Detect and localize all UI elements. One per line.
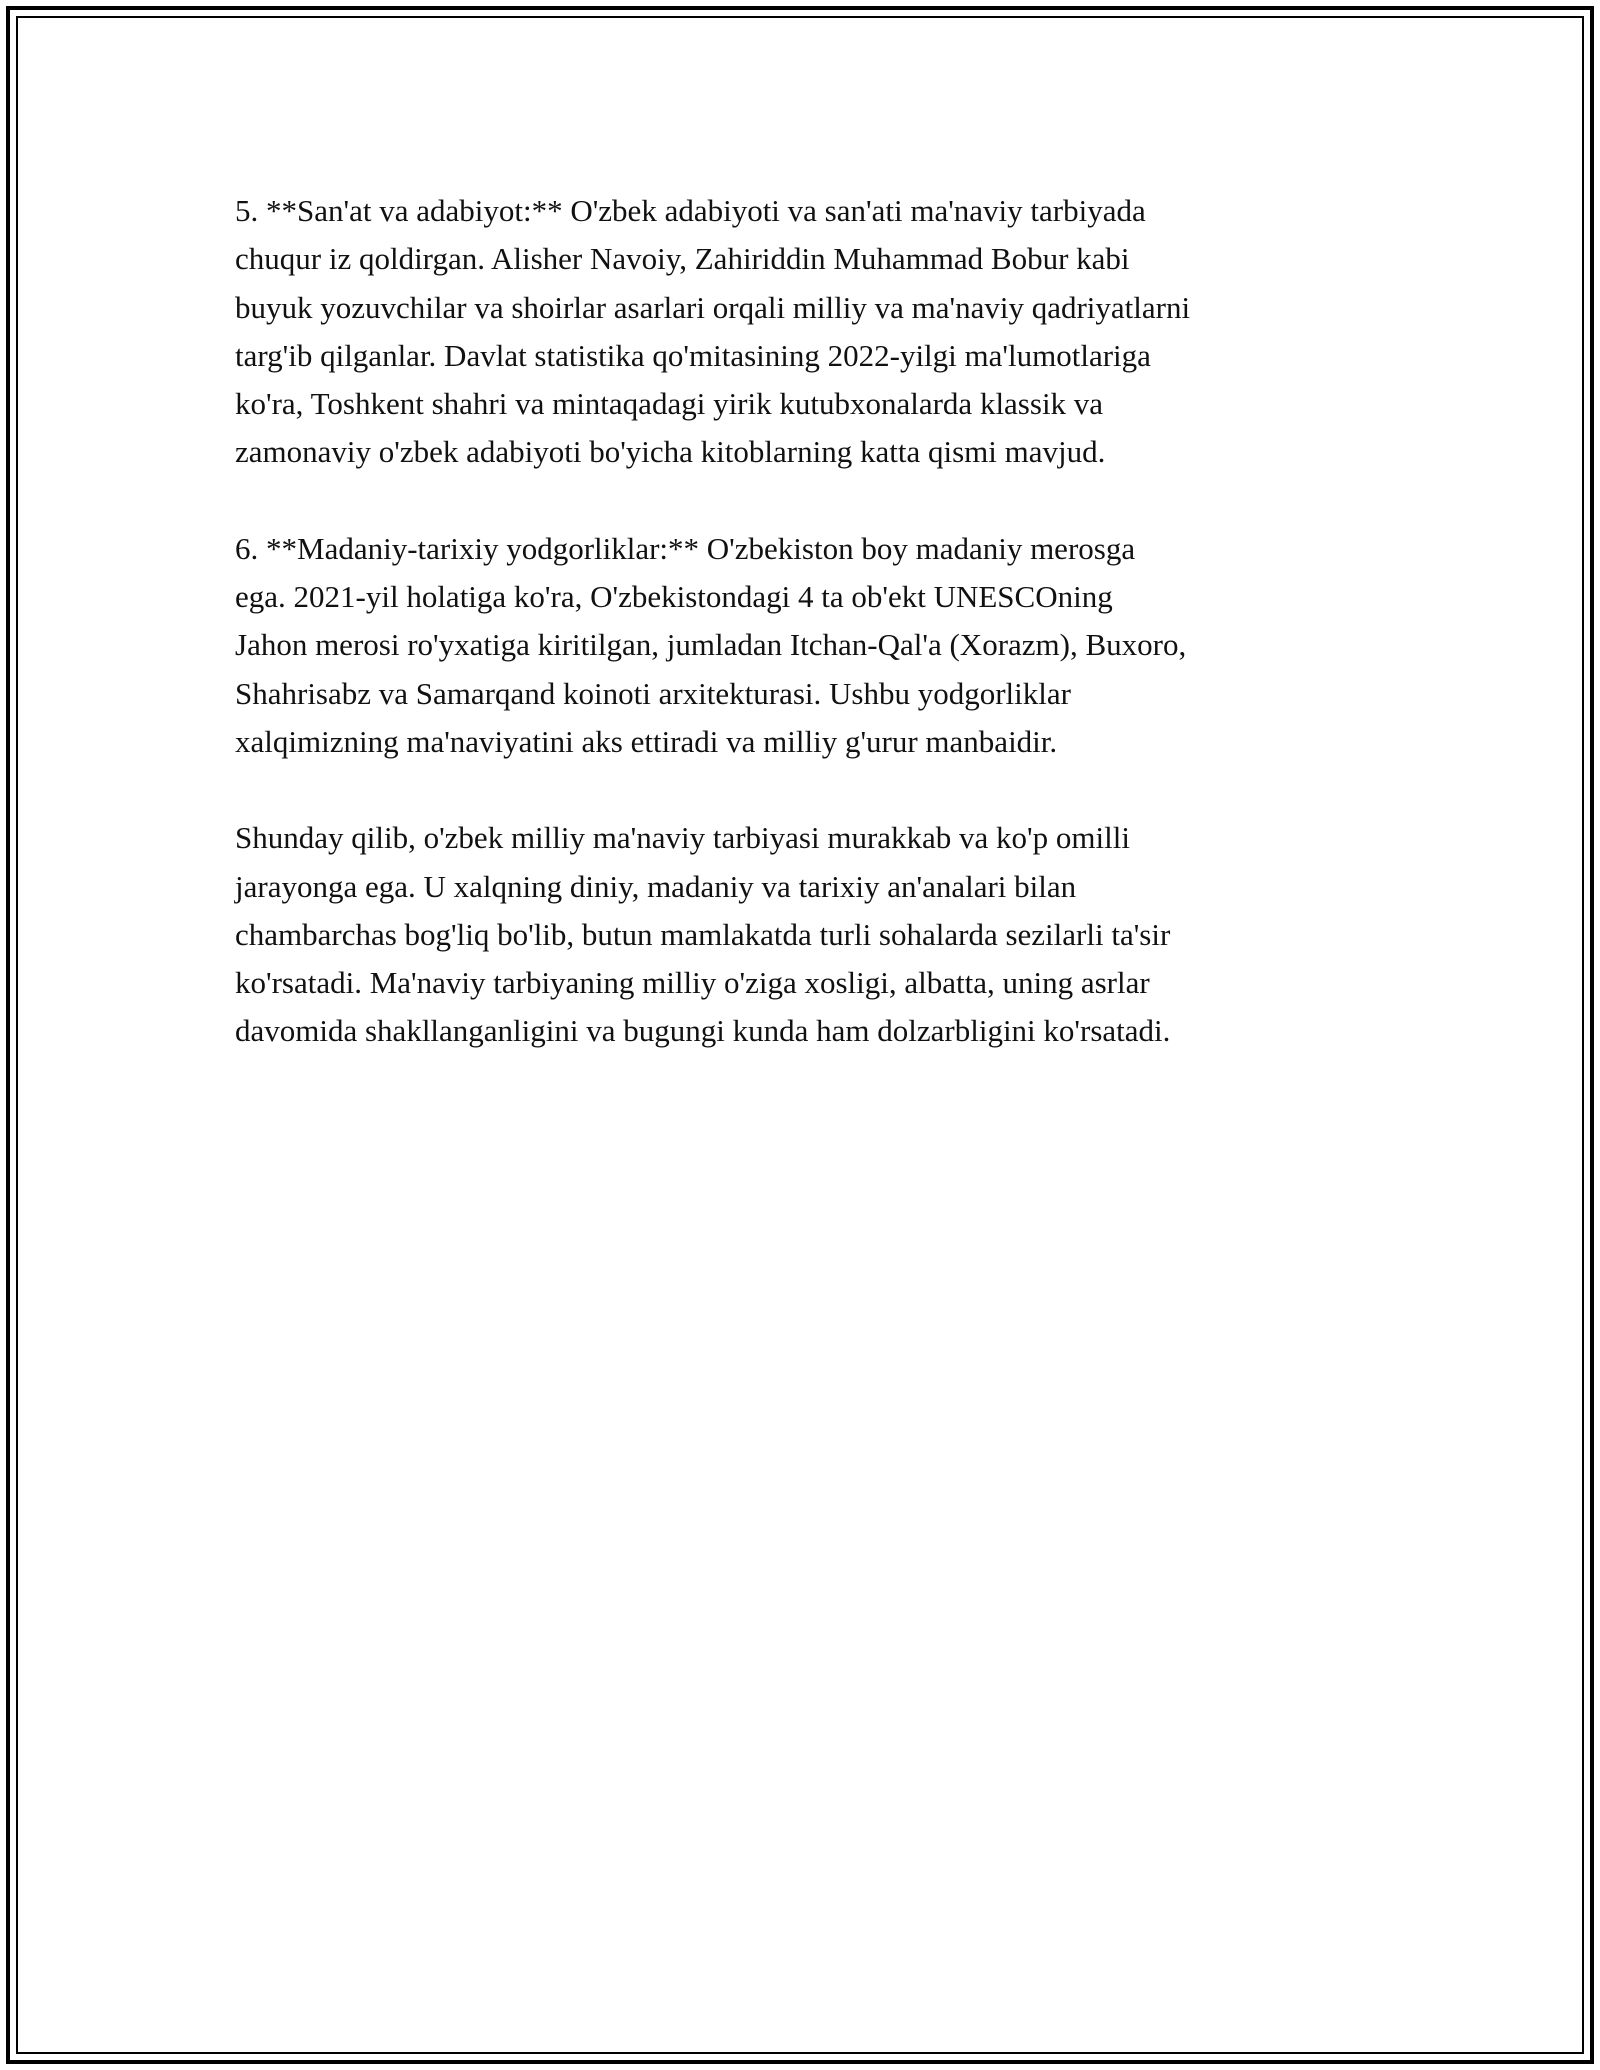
document-body [235, 187, 1385, 1104]
paragraph-art-and-literature: 5. **San'at va adabiyot:** O'zbek adabiyoti va san'ati ma'naviy tarbiyada chuqur iz qoldirgan. Alisher Navoiy, Zahiriddin Muhammad Bobur kabi buyuk yozuvchilar va shoirlar asarlari orqali milliy va ma'naviy qadriyatlarni targ'ib qilganlar. Davlat statistika qo'mitasining 2022-yilgi ma'lumotlariga ko'ra, Toshkent shahri va mintaqadagi yirik kutubxonalarda klassik va zamonaviy o'zbek adabiyoti bo'yicha kitoblarning katta qismi mavjud. [235, 193, 1191, 470]
paragraph-cultural-monuments: 6. **Madaniy-tarixiy yodgorliklar:** O'zbekiston boy madaniy merosga ega. 2021-yil holatiga ko'ra, O'zbekistondagi 4 ta ob'ekt UNESCOning Jahon merosi ro'yxatiga kiritilgan, jumladan Itchan-Qal'a (Xorazm), Buxoro, Shahrisabz va Samarqand koinoti arxitekturasi. Ushbu yodgorliklar xalqimizning ma'naviyatini aks ettiradi va milliy g'urur manbaidir. [235, 530, 1187, 759]
paragraph-conclusion: Shunday qilib, o'zbek milliy ma'naviy tarbiyasi murakkab va ko'p omilli jarayonga ega. U xalqning diniy, madaniy va tarixiy an'analari bilan chambarchas bog'liq bo'lib, butun mamlakatda turli sohalarda sezilarli ta'sir ko'rsatadi. Ma'naviy tarbiyaning milliy o'ziga xosligi, albatta, uning asrlar davomida shakllanganligini va bugungi kunda ham dolzarbligini ko'rsatadi. [235, 820, 1171, 1049]
